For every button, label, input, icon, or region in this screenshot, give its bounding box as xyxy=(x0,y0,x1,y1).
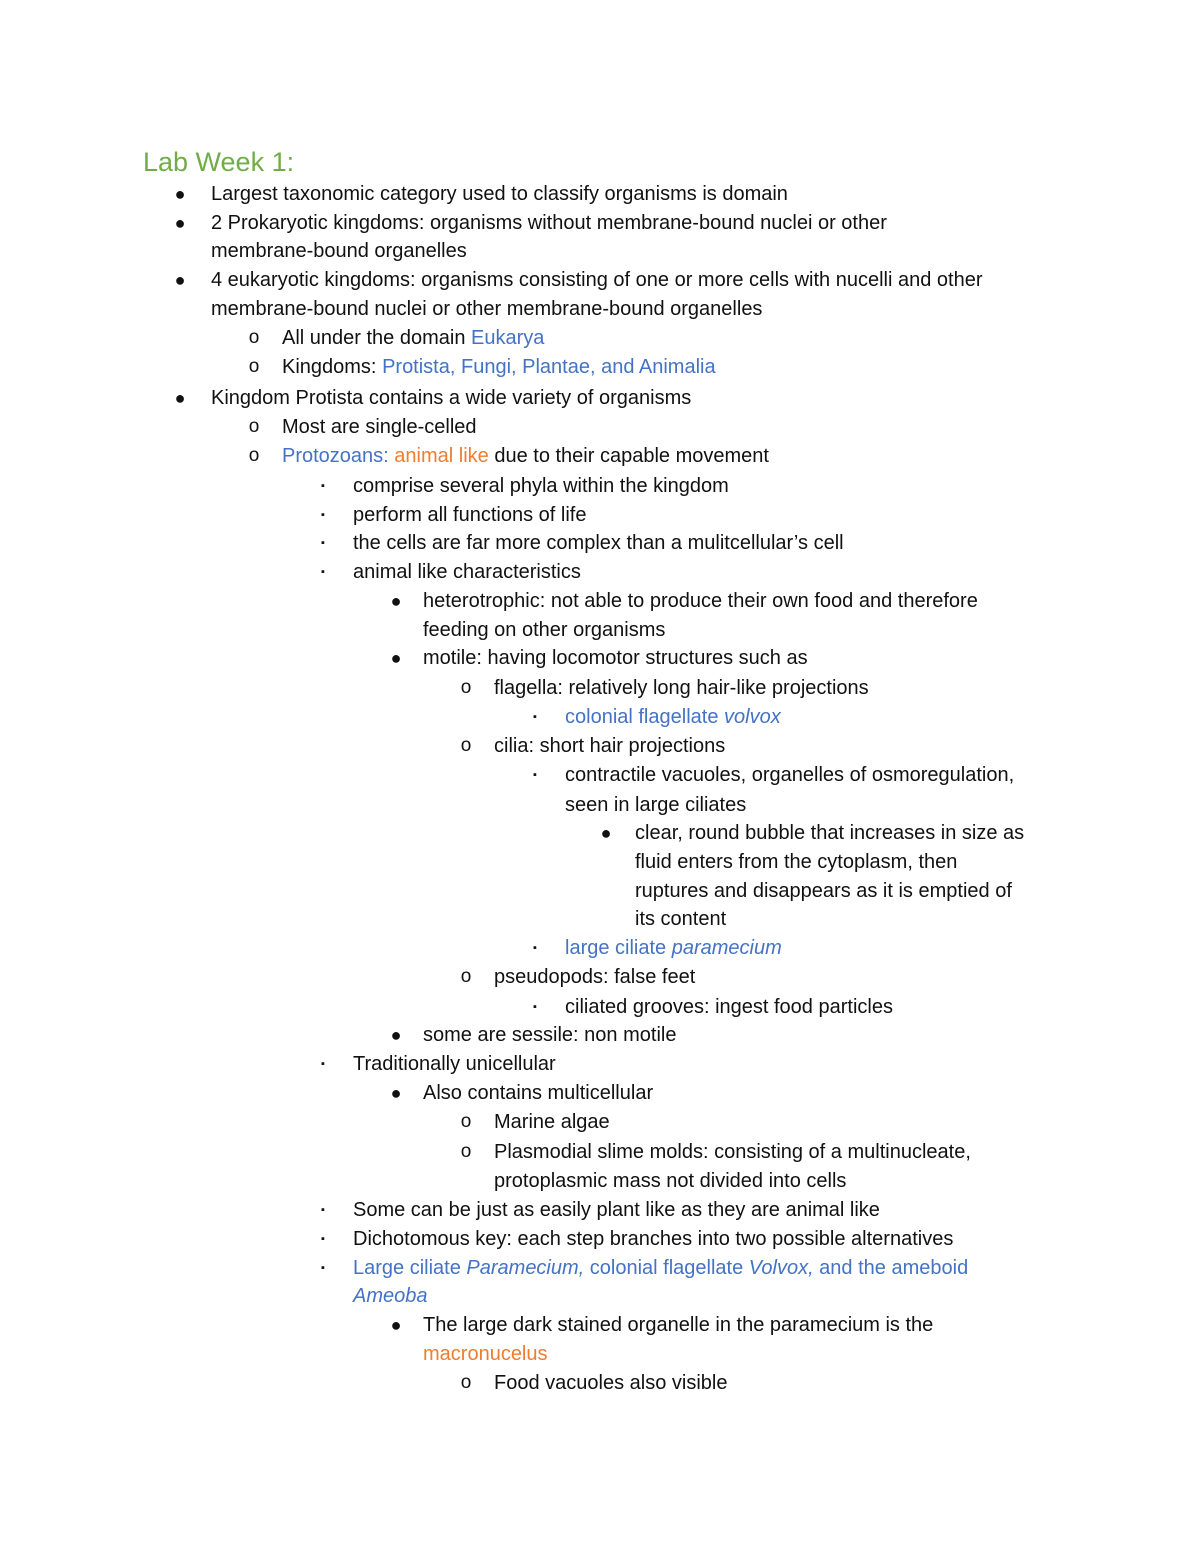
highlight-text: and the ameboid xyxy=(813,1257,969,1279)
bullet-dot-icon: ● xyxy=(174,213,186,233)
page-title: Lab Week 1: xyxy=(143,147,295,177)
bullet-circle-icon: o xyxy=(460,1111,472,1132)
list-item: heterotrophic: not able to produce their own food and therefore xyxy=(423,590,978,612)
bullet-circle-icon: o xyxy=(248,356,260,377)
list-item: Food vacuoles also visible xyxy=(494,1372,728,1394)
list-item: The large dark stained organelle in the paramecium is the xyxy=(423,1314,934,1336)
highlight-text: Protista, Fungi, Plantae, and Animalia xyxy=(382,356,716,378)
list-item: flagella: relatively long hair-like projections xyxy=(494,677,869,699)
list-item: clear, round bubble that increases in size as xyxy=(635,822,1025,844)
list-item: 2 Prokaryotic kingdoms: organisms without membrane-bound nuclei or other xyxy=(211,212,887,234)
list-item: some are sessile: non motile xyxy=(423,1024,677,1046)
bullet-square-icon: ▪ xyxy=(321,1262,325,1274)
bullet-square-icon: ▪ xyxy=(321,1233,325,1245)
italic-text: paramecium xyxy=(671,937,782,959)
bullet-dot-icon: ● xyxy=(390,1025,402,1045)
bullet-square-icon: ▪ xyxy=(321,1204,325,1216)
list-item: Traditionally unicellular xyxy=(353,1053,556,1075)
highlight-text: Protozoans: xyxy=(282,445,395,467)
bullet-dot-icon: ● xyxy=(390,1083,402,1103)
list-item: motile: having locomotor structures such as xyxy=(423,647,808,669)
list-item xyxy=(353,1254,968,1282)
list-item: comprise several phyla within the kingdom xyxy=(353,475,729,497)
list-item-continuation: macronucelus xyxy=(423,1343,548,1365)
bullet-circle-icon: o xyxy=(460,1372,472,1393)
bullet-square-icon: ▪ xyxy=(321,566,325,578)
list-item: Largest taxonomic category used to classify organisms is domain xyxy=(211,183,788,205)
list-item-continuation: seen in large ciliates xyxy=(565,794,747,816)
bullet-square-icon: ▪ xyxy=(533,769,537,781)
bullet-square-icon: ▪ xyxy=(533,1001,537,1013)
list-item-continuation: membrane-bound organelles xyxy=(211,240,467,262)
list-item-continuation: Ameoba xyxy=(353,1285,428,1307)
list-item: 4 eukaryotic kingdoms: organisms consisting of one or more cells with nucelli and other xyxy=(211,269,983,291)
list-item: contractile vacuoles, organelles of osmoregulation, xyxy=(565,764,1015,786)
list-item-continuation: feeding on other organisms xyxy=(423,619,666,641)
list-item: animal like characteristics xyxy=(353,561,581,583)
highlight-text: large ciliate xyxy=(565,937,672,959)
text-run: due to their capable movement xyxy=(488,445,769,467)
bullet-circle-icon: o xyxy=(460,1141,472,1162)
list-item: Dichotomous key: each step branches into two possible alternatives xyxy=(353,1228,954,1250)
list-item xyxy=(282,442,769,470)
text-run: All under the domain xyxy=(282,327,472,349)
list-item: Most are single-celled xyxy=(282,416,477,438)
bullet-square-icon: ▪ xyxy=(321,509,325,521)
highlight-text: Large ciliate xyxy=(353,1257,467,1279)
bullet-square-icon: ▪ xyxy=(321,1058,325,1070)
list-item: Some can be just as easily plant like as they are animal like xyxy=(353,1199,880,1221)
list-item: pseudopods: false feet xyxy=(494,966,696,988)
italic-text: volvox xyxy=(724,706,781,728)
list-item: Kingdom Protista contains a wide variety of organisms xyxy=(211,387,692,409)
bullet-square-icon: ▪ xyxy=(533,711,537,723)
list-item xyxy=(565,703,781,731)
bullet-circle-icon: o xyxy=(460,677,472,698)
list-item-continuation: ruptures and disappears as it is emptied of xyxy=(635,880,1012,902)
list-item: Plasmodial slime molds: consisting of a multinucleate, xyxy=(494,1141,971,1163)
italic-text: Paramecium, xyxy=(466,1257,585,1279)
highlight-text: Eukarya xyxy=(471,327,545,349)
list-item xyxy=(282,353,716,381)
list-item: ciliated grooves: ingest food particles xyxy=(565,996,893,1018)
bullet-circle-icon: o xyxy=(248,327,260,348)
list-item: cilia: short hair projections xyxy=(494,735,726,757)
bullet-dot-icon: ● xyxy=(390,648,402,668)
bullet-square-icon: ▪ xyxy=(533,942,537,954)
bullet-square-icon: ▪ xyxy=(321,537,325,549)
list-item: the cells are far more complex than a mulitcellular’s cell xyxy=(353,532,844,554)
bullet-dot-icon: ● xyxy=(174,270,186,290)
list-item: perform all functions of life xyxy=(353,504,587,526)
list-item-continuation: membrane-bound nuclei or other membrane-bound organelles xyxy=(211,298,763,320)
italic-text: Volvox, xyxy=(748,1257,814,1279)
list-item xyxy=(565,934,782,962)
bullet-circle-icon: o xyxy=(248,445,260,466)
bullet-square-icon: ▪ xyxy=(321,480,325,492)
bullet-dot-icon: ● xyxy=(390,1315,402,1335)
list-item-continuation: fluid enters from the cytoplasm, then xyxy=(635,851,958,873)
highlight-text: colonial flagellate xyxy=(565,706,724,728)
highlight-text: colonial flagellate xyxy=(584,1257,749,1279)
bullet-dot-icon: ● xyxy=(174,184,186,204)
bullet-dot-icon: ● xyxy=(390,591,402,611)
bullet-circle-icon: o xyxy=(460,735,472,756)
highlight-text: animal like xyxy=(394,445,489,467)
list-item: Marine algae xyxy=(494,1111,610,1133)
list-item-continuation: protoplasmic mass not divided into cells xyxy=(494,1170,847,1192)
list-item: Also contains multicellular xyxy=(423,1082,654,1104)
text-run: Kingdoms: xyxy=(282,356,383,378)
bullet-circle-icon: o xyxy=(248,416,260,437)
bullet-dot-icon: ● xyxy=(600,823,612,843)
bullet-circle-icon: o xyxy=(460,966,472,987)
list-item-continuation: its content xyxy=(635,908,727,930)
bullet-dot-icon: ● xyxy=(174,388,186,408)
list-item xyxy=(282,324,544,352)
